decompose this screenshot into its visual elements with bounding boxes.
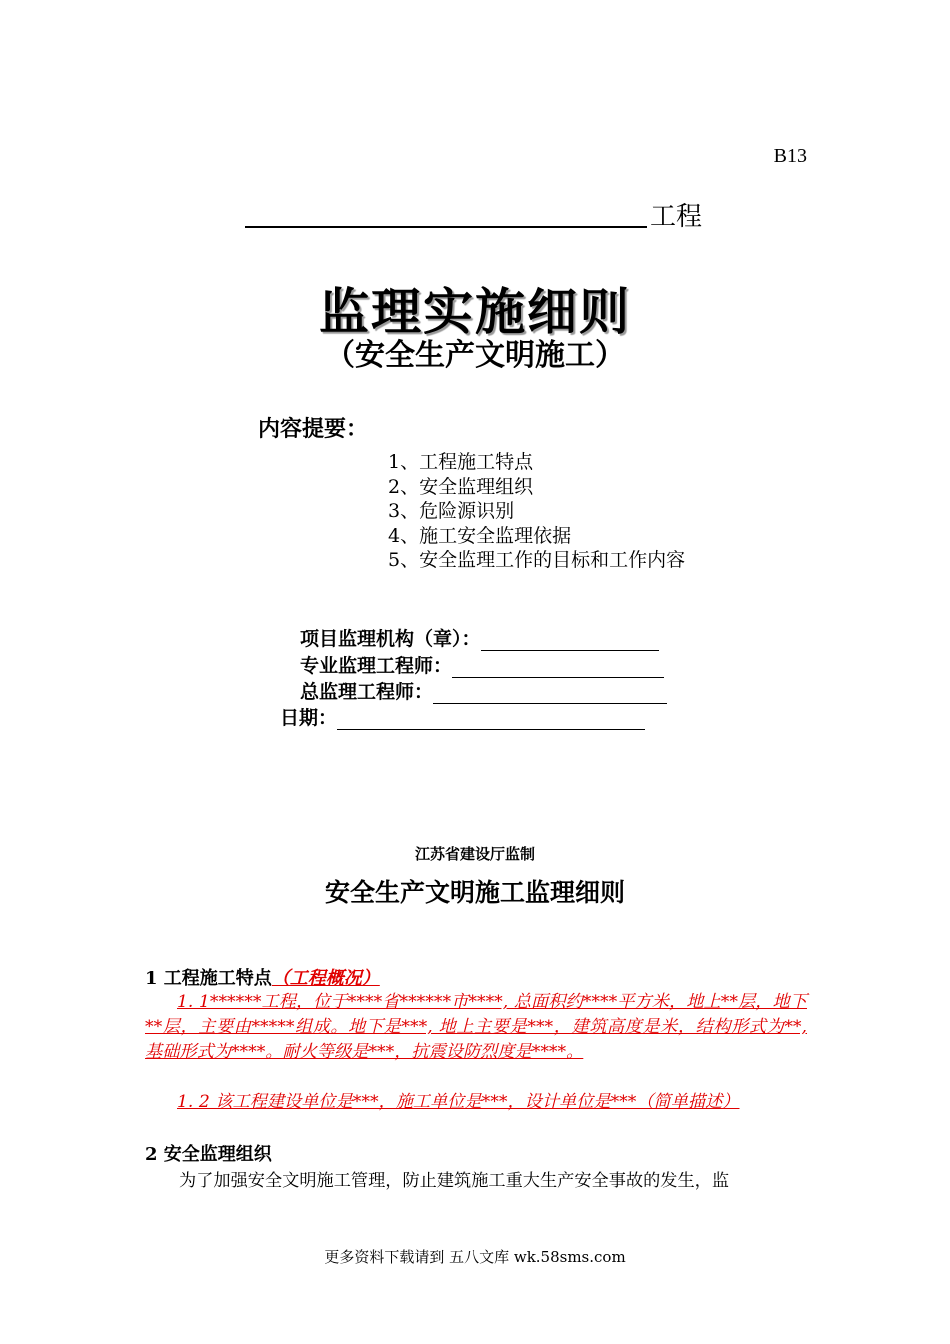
main-title: 监理实施细则 [319, 283, 631, 341]
section1-heading-row [145, 964, 380, 990]
summary-item: 1、工程施工特点 [388, 451, 534, 473]
project-suffix: 工程 [650, 202, 703, 232]
sub-title: （安全生产文明施工） [325, 338, 625, 373]
form-code: B13 [773, 145, 807, 167]
summary-item: 3、危险源识别 [388, 500, 515, 522]
project-name-blank[interactable] [245, 192, 647, 228]
section2-text: 为了加强安全文明施工管理，防止建筑施工重大生产安全事故的发生，监 [179, 1171, 730, 1191]
section1-para1: 1. 1******工程，位于****省******市****, 总面积约****平方米，地上**层，地下**层，主要由*****组成。地下是***, 地上主要是***，建筑高度是米，结构形式为**, 基础形式为****。耐火等级是***，抗震设防烈度是****。 [145, 992, 807, 1062]
signature-org-blank[interactable] [481, 630, 659, 651]
document-title: 安全生产文明施工监理细则 [324, 878, 625, 907]
summary-list [388, 450, 685, 573]
signature-org-row [300, 624, 659, 651]
signature-engineer-blank[interactable] [452, 657, 664, 678]
signature-engineer-label: 专业监理工程师： [300, 655, 453, 677]
signature-org-label: 项目监理机构（章）： [300, 628, 481, 650]
summary-item: 5、安全监理工作的目标和工作内容 [388, 549, 686, 571]
signature-chief-blank[interactable] [433, 683, 667, 704]
section1-note: （工程概况） [271, 968, 380, 989]
issuer: 江苏省建设厅监制 [414, 845, 535, 863]
section1-heading: 1 工程施工特点 [145, 968, 272, 989]
summary-item: 2、安全监理组织 [388, 475, 534, 498]
footer: 更多资料下载请到 五八文库 wk.58sms.com [324, 1248, 626, 1266]
summary-item: 4、施工安全监理依据 [388, 524, 572, 547]
section2-heading: 2 安全监理组织 [145, 1144, 272, 1165]
summary-label: 内容提要： [258, 417, 369, 442]
signature-chief-row [300, 677, 667, 704]
signature-date-row [280, 703, 645, 730]
signature-chief-label: 总监理工程师： [300, 681, 434, 703]
signature-date-blank[interactable] [337, 709, 645, 730]
signature-engineer-row [300, 651, 664, 678]
signature-date-label: 日期： [280, 707, 338, 729]
section1-para2: 1. 2 该工程建设单位是***，施工单位是***，设计单位是***（简单描述） [177, 1092, 740, 1112]
